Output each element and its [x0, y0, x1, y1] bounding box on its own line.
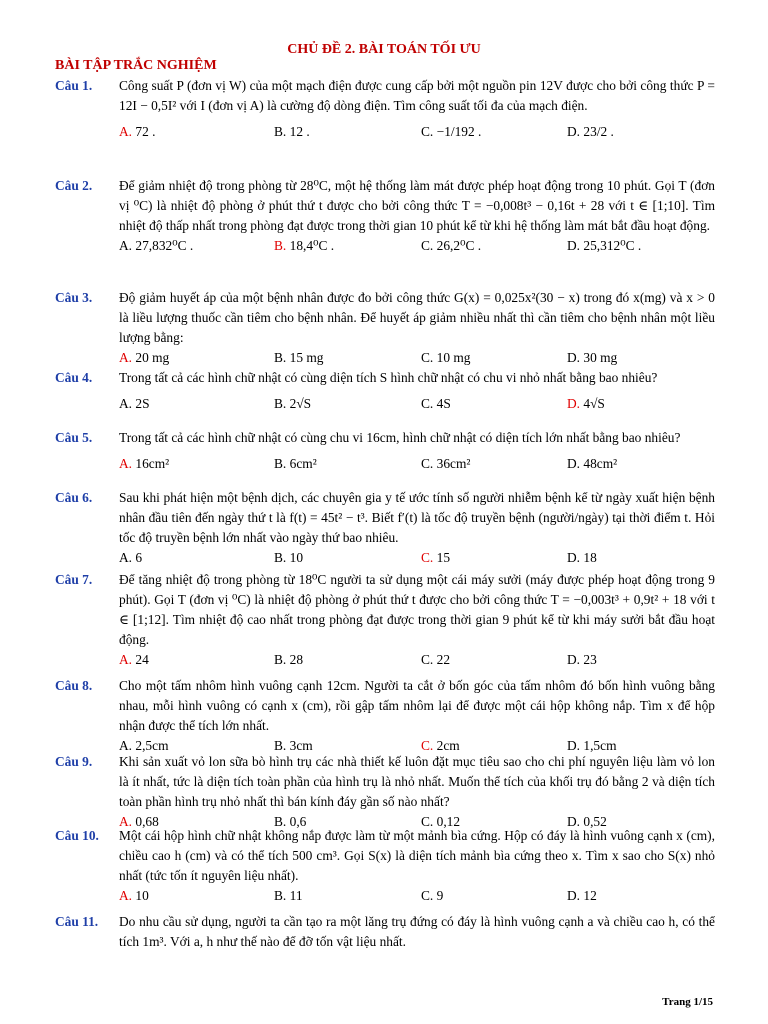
question-text: Do nhu cầu sử dụng, người ta cần tạo ra một lăng trụ đứng có đáy là hình vuông cạnh a và chiều cao h, có thể tích 1m³. Với a, h như thế nào để đỡ tốn vật liệu nhất.	[119, 914, 715, 949]
option-a: A. 2,5cm	[119, 738, 169, 753]
option-c: C. 2cm	[421, 738, 460, 753]
question-text: Công suất P (đơn vị W) của một mạch điện được cung cấp bởi một nguồn pin 12V được cho bởi công thức P = 12I − 0,5I² với I (đơn vị A) là cường độ dòng điện. Tìm công suất tối đa của mạch điện.	[119, 78, 715, 113]
answer-options	[119, 348, 715, 368]
option-d: D. 48cm²	[567, 456, 618, 471]
option-b: B. 6cm²	[274, 456, 317, 471]
question-text: Cho một tấm nhôm hình vuông cạnh 12cm. Người ta cắt ở bốn góc của tấm nhôm đó bốn hình vuông bằng nhau, mỗi hình vuông có cạnh x (cm), rồi gập tấm nhôm lại để được một cái hộp không nắp. Tìm x để hộp nhận được thể tích lớn nhất.	[119, 678, 715, 733]
option-a: A. 27,832⁰C .	[119, 238, 194, 253]
option-c: C. 10 mg	[421, 350, 471, 365]
question-text: Sau khi phát hiện một bệnh dịch, các chuyên gia y tế ước tính số người nhiễm bệnh kể từ ngày xuất hiện bệnh nhân đầu tiên đến ngày thứ t là f(t) = 45t² − t³. Biết f′(t) là tốc độ truyền bệnh (người/ngày) tại thời điểm t. Hỏi tốc độ truyền bệnh lớn nhất vào ngày thứ bao nhiêu.	[119, 490, 715, 545]
option-a: A. 2S	[119, 396, 150, 411]
option-a: A. 0,68	[119, 814, 159, 829]
question-text: Trong tất cả các hình chữ nhật có cùng diện tích S hình chữ nhật có chu vi nhỏ nhất bằng bao nhiêu?	[119, 370, 658, 385]
option-b: B. 10	[274, 550, 304, 565]
option-c: C. 26,2⁰C .	[421, 238, 482, 253]
question-4	[55, 368, 715, 416]
option-d: D. 23/2 .	[567, 124, 614, 139]
question-text: Trong tất cả các hình chữ nhật có cùng chu vi 16cm, hình chữ nhật có diện tích lớn nhất bằng bao nhiêu?	[119, 430, 681, 445]
option-c: C. 15	[421, 550, 451, 565]
option-b: B. 18,4⁰C .	[274, 238, 335, 253]
question-label: Câu 10.	[55, 828, 99, 843]
option-d: D. 0,52	[567, 814, 607, 829]
question-label: Câu 9.	[55, 754, 93, 769]
question-label: Câu 5.	[55, 430, 93, 445]
answer-options	[119, 650, 715, 670]
option-b: B. 0,6	[274, 814, 307, 829]
option-d: D. 1,5cm	[567, 738, 617, 753]
question-label: Câu 7.	[55, 572, 93, 587]
option-c: C. −1/192 .	[421, 124, 482, 139]
question-1	[55, 76, 715, 144]
question-text: Để giảm nhiệt độ trong phòng từ 28⁰C, một hệ thống làm mát được phép hoạt động trong 10 phút. Gọi T (đơn vị ⁰C) là nhiệt độ phòng ở phút thứ t được cho bởi công thức T = −0,008t³ − 0,16t + 28 với t ∈ [1;10]. Tìm nhiệt độ thấp nhất trong phòng đạt được trong thời gian 10 phút kể từ khi hệ thống làm mát bắt đầu hoạt động.	[119, 178, 715, 233]
answer-options	[119, 548, 715, 568]
option-d: D. 4√S	[567, 396, 605, 411]
option-d: D. 23	[567, 652, 597, 667]
option-c: C. 22	[421, 652, 451, 667]
option-a: A. 72 .	[119, 124, 156, 139]
option-a: A. 10	[119, 888, 149, 903]
question-8	[55, 676, 715, 756]
option-b: B. 28	[274, 652, 304, 667]
question-9	[55, 752, 715, 832]
question-label: Câu 11.	[55, 914, 99, 929]
option-b: B. 15 mg	[274, 350, 324, 365]
page-number: Trang 1/15	[662, 996, 713, 1008]
option-a: A. 16cm²	[119, 456, 170, 471]
question-label: Câu 4.	[55, 370, 93, 385]
option-b: B. 2√S	[274, 396, 312, 411]
question-2	[55, 176, 715, 256]
option-c: C. 36cm²	[421, 456, 471, 471]
option-b: B. 11	[274, 888, 303, 903]
section-heading: BÀI TẬP TRẮC NGHIỆM	[55, 58, 217, 73]
question-label: Câu 6.	[55, 490, 93, 505]
option-a: A. 6	[119, 550, 143, 565]
option-d: D. 25,312⁰C .	[567, 238, 642, 253]
question-label: Câu 3.	[55, 290, 93, 305]
answer-options	[119, 886, 715, 906]
option-b: B. 3cm	[274, 738, 313, 753]
answer-options	[119, 448, 715, 476]
option-c: C. 0,12	[421, 814, 461, 829]
question-10	[55, 826, 715, 906]
option-a: A. 24	[119, 652, 149, 667]
answer-options	[119, 116, 715, 144]
question-text: Độ giảm huyết áp của một bệnh nhân được đo bởi công thức G(x) = 0,025x²(30 − x) trong đó x(mg) và x > 0 là liều lượng thuốc cần tiêm cho bệnh nhân. Để huyết áp giảm nhiều nhất thì cần tiêm cho bệnh nhân một liều lượng bằng:	[119, 290, 715, 345]
question-label: Câu 1.	[55, 78, 93, 93]
question-5	[55, 428, 715, 476]
option-d: D. 30 mg	[567, 350, 618, 365]
option-a: A. 20 mg	[119, 350, 170, 365]
answer-options	[119, 236, 715, 256]
question-label: Câu 8.	[55, 678, 93, 693]
question-11	[55, 912, 715, 952]
option-c: C. 9	[421, 888, 444, 903]
question-text: Để tăng nhiệt độ trong phòng từ 18⁰C người ta sử dụng một cái máy sưởi (máy được phép hoạt động trong 9 phút). Gọi T (đơn vị ⁰C) là nhiệt độ phòng ở phút thứ t được cho bởi công thức T = −0,003t³ + 0,9t² + 18 với t ∈ [1;12]. Tìm nhiệt độ cao nhất trong phòng đạt được trong thời gian 9 phút kể từ khi máy sưởi bắt đầu hoạt động.	[119, 572, 715, 647]
page-title: CHỦ ĐỀ 2. BÀI TOÁN TỐI ƯU	[287, 42, 481, 57]
question-7	[55, 570, 715, 670]
question-6	[55, 488, 715, 568]
option-d: D. 12	[567, 888, 597, 903]
option-c: C. 4S	[421, 396, 451, 411]
answer-options	[119, 388, 715, 416]
question-text: Một cái hộp hình chữ nhật không nắp được làm từ một mảnh bìa cứng. Hộp có đáy là hình vuông cạnh x (cm), chiều cao h (cm) và có thể tích 500 cm³. Gọi S(x) là diện tích mảnh bìa cứng theo x. Tìm x sao cho S(x) nhỏ nhất (tức tốn ít nguyên liệu nhất).	[119, 828, 715, 883]
option-b: B. 12 .	[274, 124, 310, 139]
option-d: D. 18	[567, 550, 597, 565]
question-label: Câu 2.	[55, 178, 93, 193]
question-text: Khi sản xuất vỏ lon sữa bò hình trụ các nhà thiết kế luôn đặt mục tiêu sao cho chi phí nguyên liệu làm vỏ lon là ít nhất, tức là diện tích toàn phần của hình trụ là nhỏ nhất. Muốn thể tích của khối trụ đó bằng 2 và diện tích toàn phần hình trụ nhỏ nhất thì bán kính đáy gần số nào nhất?	[119, 754, 715, 809]
question-3	[55, 288, 715, 368]
